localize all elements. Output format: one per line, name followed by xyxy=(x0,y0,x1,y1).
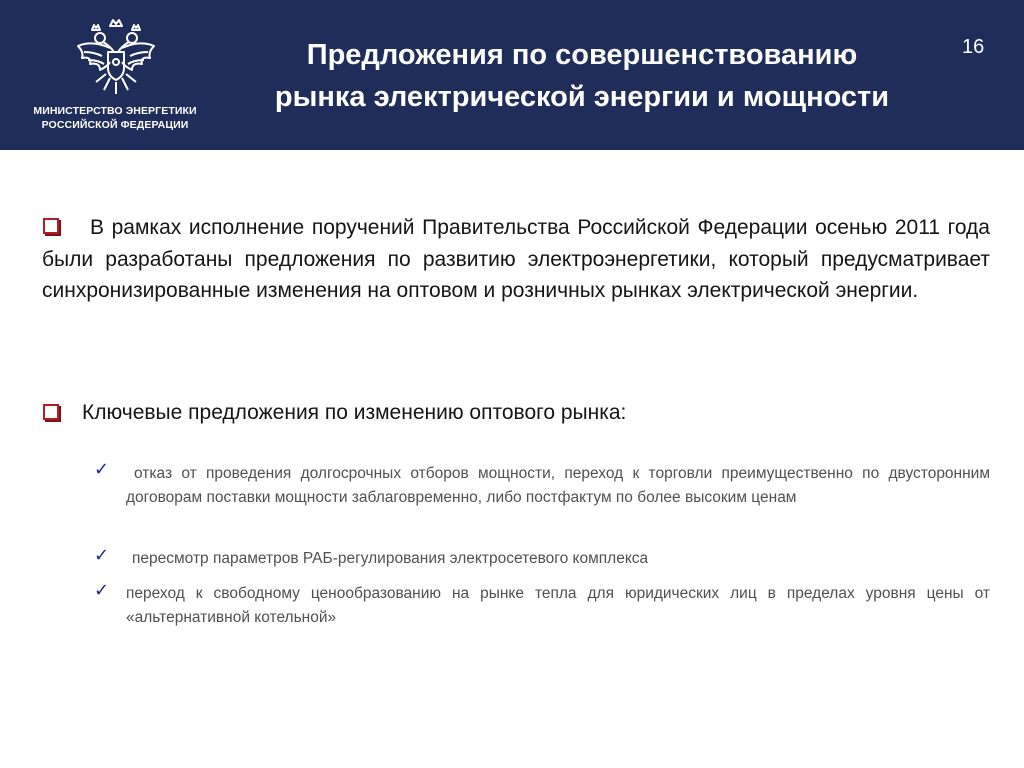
ministry-line-1: МИНИСТЕРСТВО ЭНЕРГЕТИКИ xyxy=(33,105,197,117)
paragraph-intro-text: В рамках исполнение поручений Правительства Российской Федерации осенью 2011 года были разработаны предложения по развитию электроэнергетики, который предусматривает синхронизированные изменения на оптовом и розничных рынках электрической энергии. xyxy=(42,216,990,302)
page-title xyxy=(222,34,942,118)
ministry-name xyxy=(20,104,210,132)
checkmark-icon: ✓ xyxy=(94,580,110,600)
list-item xyxy=(126,462,990,509)
paragraph-intro xyxy=(42,212,990,307)
paragraph-key-proposals: Ключевые предложения по изменению оптового рынка: xyxy=(82,401,627,424)
list-item-text: пересмотр параметров РАБ-регулирования электросетевого комплекса xyxy=(132,550,649,567)
list-item-text: переход к свободному ценообразованию на рынке тепла для юридических лиц в пределах уровня цены от «альтернативной котельной» xyxy=(126,585,990,626)
square-bullet-icon xyxy=(43,404,59,420)
title-line-2: рынка электрической энергии и мощности xyxy=(274,81,890,113)
header-bar xyxy=(0,0,1024,150)
checkmark-icon: ✓ xyxy=(94,545,110,565)
list-item xyxy=(126,582,990,629)
ministry-line-2: РОССИЙСКОЙ ФЕДЕРАЦИИ xyxy=(41,119,189,131)
title-line-1: Предложения по совершенствованию xyxy=(306,39,858,71)
list-item xyxy=(126,547,990,571)
checkmark-icon: ✓ xyxy=(94,459,110,479)
page-number: 16 xyxy=(962,36,985,58)
double-headed-eagle-icon xyxy=(70,12,162,98)
list-item-text: отказ от проведения долгосрочных отборов мощности, переход к торговли преимущественно по двусторонним договорам поставки мощности заблаговременно, либо постфактум по более высоким ценам xyxy=(126,465,990,506)
